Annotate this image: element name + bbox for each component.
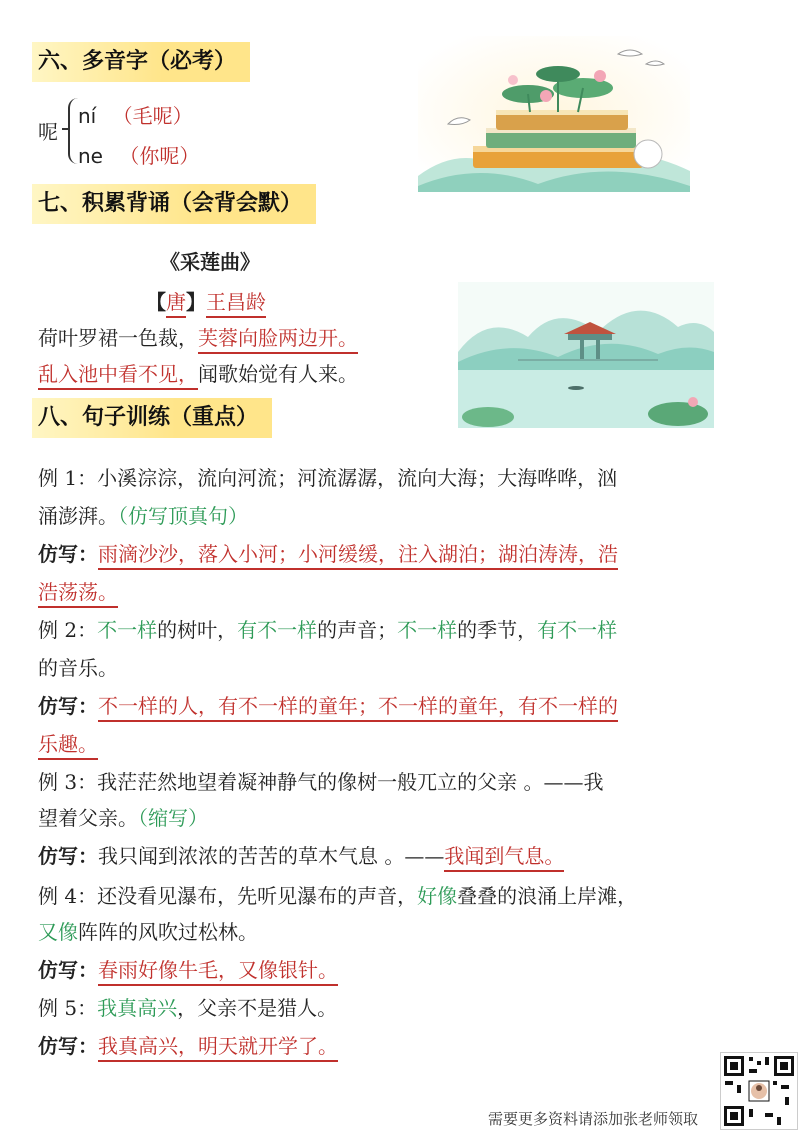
imitation-1-line-1 (38, 540, 618, 568)
poem-line-2 (38, 360, 358, 388)
poem-line-1-b: 芙蓉向脸两边开。 (198, 326, 358, 354)
example-1-line-2 (38, 502, 248, 530)
pinyin-ne: ne (78, 144, 103, 168)
imitation-1-text-a: 雨滴沙沙，落入小河；小河缓缓，注入湖泊；湖泊涛涛，浩 (98, 542, 618, 570)
example-2-text-1: 的树叶， (157, 618, 238, 642)
example-4-line-1 (38, 882, 637, 910)
lake-landscape-illustration (458, 282, 714, 428)
word-nine: （你呢） (119, 144, 200, 168)
example-2-green-1: 不一样 (97, 618, 158, 642)
poem-line-2-a: 乱入池中看不见， (38, 362, 198, 390)
imitation-3-line (38, 842, 564, 870)
poem-line-1 (38, 324, 358, 352)
imitation-2-text-a: 不一样的人，有不一样的童年；不一样的童年，有不一样的 (98, 694, 618, 722)
imitation-4-text: 春雨好像牛毛，又像银针。 (98, 958, 338, 986)
imitation-4-line (38, 956, 338, 984)
example-1-text: 涌澎湃。 (38, 504, 118, 528)
polyphone-char: 呢 (38, 120, 58, 144)
example-4-text-3: 阵阵的风吹过松林。 (78, 920, 258, 944)
example-4-green-2: 又像 (38, 920, 78, 944)
poem-dynasty: 唐 (166, 290, 186, 318)
example-2-text-2: 的声音； (317, 618, 398, 642)
poem-title: 《采莲曲》 (160, 250, 260, 274)
poem-line-2-b: 闻歌始觉有人来。 (198, 362, 358, 386)
imitation-1-line-2 (38, 578, 118, 606)
imitation-5-line (38, 1032, 338, 1060)
example-5-green: 我真高兴 (97, 996, 178, 1020)
poem-line-1-a: 荷叶罗裙一色裁， (38, 326, 198, 350)
footer-note: 需要更多资料请添加张老师领取 (488, 1110, 699, 1128)
imitation-2-text-b: 乐趣。 (38, 732, 98, 760)
example-4-text-1: 例 4：还没看见瀑布，先听见瀑布的声音， (38, 884, 418, 908)
imitation-4-label: 仿写： (38, 958, 98, 982)
example-1-line-1: 例 1：小溪淙淙，流向河流；河流潺潺，流向大海；大海哗哗，汹 (38, 466, 618, 490)
example-2-text-3: 的季节， (457, 618, 538, 642)
pinyin-ni: ní (78, 104, 97, 128)
example-1-note: （仿写顶真句） (118, 504, 248, 528)
reading-row-2 (78, 140, 199, 169)
imitation-5-label: 仿写： (38, 1034, 98, 1058)
example-5-text: ，父亲不是猎人。 (177, 996, 338, 1020)
imitation-3-text-red: 我闻到气息。 (444, 844, 564, 872)
poem-author-line (146, 286, 266, 315)
section-6-heading: 六、多音字（必考） (32, 42, 250, 82)
example-4-green-1: 好像 (417, 884, 458, 908)
example-3-line-1: 例 3：我茫茫然地望着凝神静气的像树一般兀立的父亲 。——我 (38, 770, 604, 794)
section-7-heading: 七、积累背诵（会背会默） (32, 184, 316, 224)
example-2-prefix: 例 2： (38, 618, 98, 642)
example-3-text: 望着父亲。 (38, 806, 138, 830)
imitation-3-label: 仿写： (38, 844, 98, 868)
reading-row-1 (78, 100, 193, 129)
example-5-prefix: 例 5： (38, 996, 98, 1020)
example-2-line-2: 的音乐。 (38, 656, 118, 680)
example-3-note: （缩写） (138, 806, 208, 830)
books-lotus-illustration (418, 36, 690, 192)
qr-code[interactable] (720, 1052, 798, 1130)
example-4-line-2 (38, 918, 258, 946)
imitation-2-label: 仿写： (38, 694, 98, 718)
example-3-line-2 (38, 804, 208, 832)
example-2-green-2: 有不一样 (237, 618, 318, 642)
section-8-heading: 八、句子训练（重点） (32, 398, 272, 438)
poem-author: 王昌龄 (206, 290, 266, 318)
dynasty-bracket-open: 【 (146, 290, 166, 314)
imitation-2-line-1 (38, 692, 618, 720)
example-2-green-4: 有不一样 (537, 618, 618, 642)
imitation-5-text: 我真高兴，明天就开学了。 (98, 1034, 338, 1062)
example-2-green-3: 不一样 (397, 618, 458, 642)
imitation-1-text-b: 浩荡荡。 (38, 580, 118, 608)
example-2-line-1 (38, 616, 617, 644)
example-4-text-2: 叠叠的浪涌上岸滩， (457, 884, 638, 908)
dynasty-bracket-close: 】 (186, 290, 206, 314)
word-maoni: （毛呢） (112, 104, 193, 128)
example-5-line (38, 994, 337, 1022)
imitation-2-line-2 (38, 730, 98, 758)
imitation-3-text-plain: 我只闻到浓浓的苦苦的草木气息 。—— (98, 844, 445, 868)
imitation-1-label: 仿写： (38, 542, 98, 566)
